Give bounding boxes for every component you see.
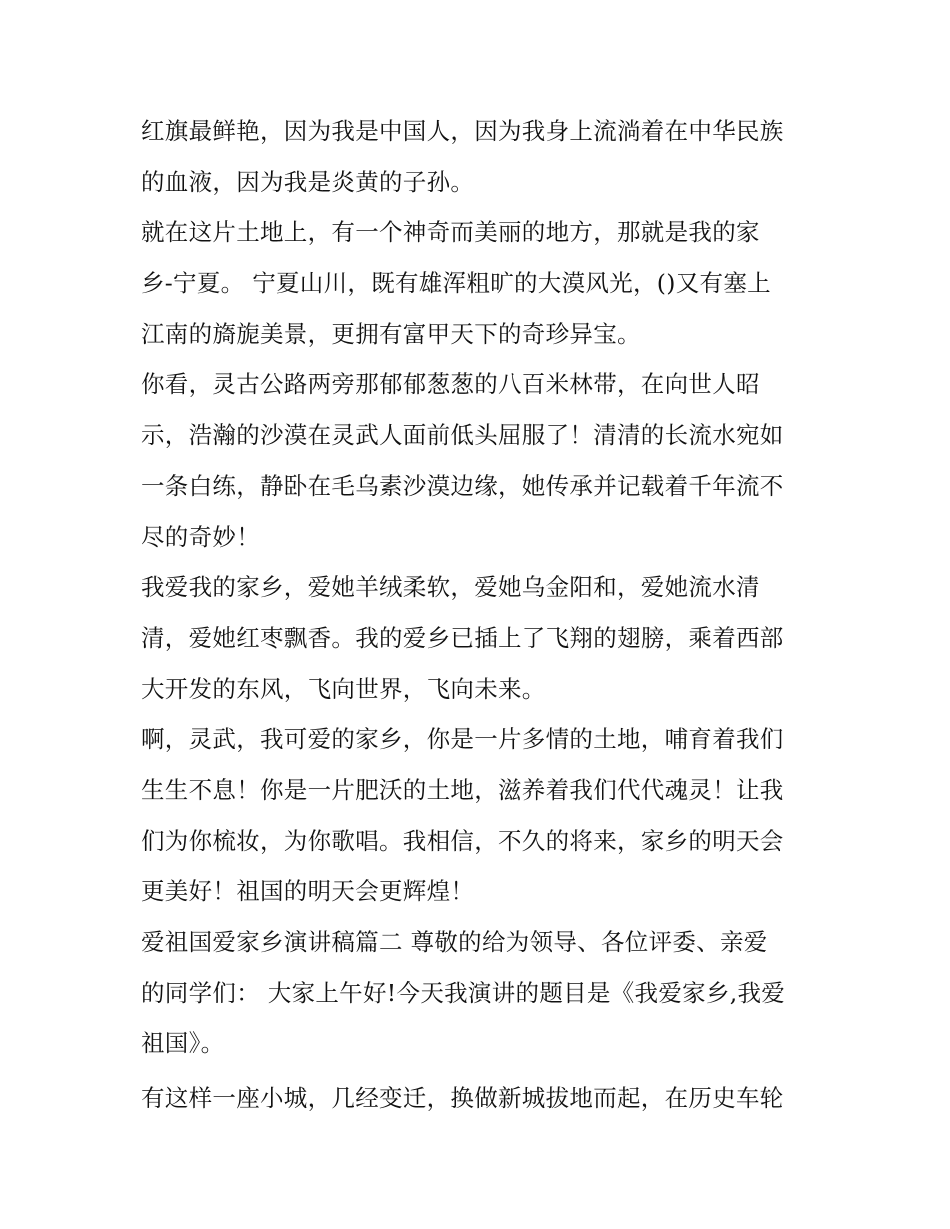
text-line: 江南的旖旎美景，更拥有富甲天下的奇珍异宝。	[141, 319, 641, 348]
text-line: 乡-宁夏。 宁夏山川，既有雄浑粗旷的大漠风光，()又有塞上	[141, 269, 771, 298]
text-line: 更美好！祖国的明天会更辉煌！	[141, 877, 475, 906]
text-line: 红旗最鲜艳，因为我是中国人，因为我身上流淌着在中华民族	[141, 117, 784, 145]
document-body	[141, 106, 821, 1124]
text-line: 们为你梳妆，为你歌唱。我相信，不久的将来，家乡的明天会	[141, 826, 784, 855]
text-line: 示，浩瀚的沙漠在灵武人面前低头屈服了！清清的长流水宛如	[141, 421, 784, 450]
text-line: 我爱我的家乡，爱她羊绒柔软，爱她乌金阳和，爱她流水清	[141, 573, 760, 602]
text-line: 尽的奇妙！	[141, 522, 260, 551]
text-line: 爱祖国爱家乡演讲稿篇二 尊敬的给为领导、各位评委、亲爱	[141, 928, 768, 956]
text-line: 生生不息！你是一片肥沃的土地，滋养着我们代代魂灵！让我	[141, 775, 784, 804]
text-line: 的血液，因为我是炎黄的子孙。	[141, 167, 475, 196]
text-line: 啊，灵武，我可爱的家乡，你是一片多情的土地，哺育着我们	[141, 725, 784, 754]
text-line: 的同学们： 大家上午好!今天我演讲的题目是《我爱家乡,我爱	[141, 978, 786, 1007]
text-line: 你看，灵古公路两旁那郁郁葱葱的八百米林带，在向世人昭	[141, 370, 760, 399]
text-line: 有这样一座小城，几经变迁，换做新城拔地而起，在历史车轮	[141, 1084, 784, 1113]
text-line: 大开发的东风，飞向世界，飞向未来。	[141, 674, 546, 703]
text-line: 清，爱她红枣飘香。我的爱乡已插上了飞翔的翅膀，乘着西部	[141, 623, 784, 652]
text-line: 一条白练，静卧在毛乌素沙漠边缘，她传承并记载着千年流不	[141, 471, 784, 500]
text-line: 就在这片土地上，有一个神奇而美丽的地方，那就是我的家	[141, 218, 760, 247]
text-line: 祖国》。	[141, 1029, 225, 1058]
